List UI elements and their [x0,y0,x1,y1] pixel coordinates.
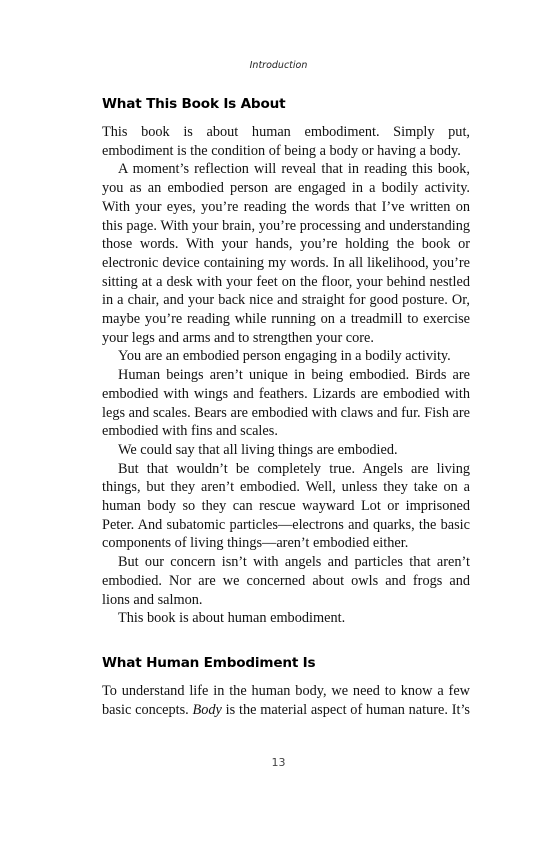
paragraph: You are an embodied person engaging in a bodily activity. [118,348,451,365]
section-heading: What This Book Is About [102,96,286,112]
paragraph: This book is about human embodiment. [118,610,346,627]
italic-term: Body [192,701,222,718]
page-number: 13 [271,756,286,769]
paragraph: We could say that all living things are embodied. [118,441,398,458]
paragraph-text: is the material aspect of human nature. It’s [221,701,470,718]
paragraph: A moment’s reflection will reveal that in reading this book, you as an embodied person are engaged in a bodily activity. With your eyes, you’re reading the words that I’ve written on this page. With your brain, you’re processing and understanding those words. With your hands, you’re holding the book or electronic device containing my words. In all likelihood, you’re sitting at a desk with your feet on the floor, your behind nestled in a chair, and your back nice and straight for good posture. Or, maybe you’re reading while running on a treadmill to exercise your legs and arms and to strengthen your core. [102,161,470,346]
paragraph: This book is about human embodiment. Simply put, embodiment is the condition of being a body or having a body. [102,124,470,159]
paragraph: But that wouldn’t be completely true. Angels are living things, but they aren’t embodied. Well, unless they take on a human body so they can rescue wayward Lot or imprisoned Peter. And subatomic particles—electrons and quarks, the basic components of living things—aren’t embodied either. [102,460,470,552]
running-head: Introduction [249,60,308,71]
paragraph: But our concern isn’t with angels and particles that aren’t embodied. Nor are we concerned about owls and frogs and lions and salmon. [102,554,470,608]
paragraph: Human beings aren’t unique in being embodied. Birds are embodied with wings and feathers. Lizards are embodied with legs and scales. Bears are embodied with claws and fur. Fish are embodied with fins and scales. [102,367,470,440]
section-heading: What Human Embodiment Is [102,654,316,671]
body-text [102,95,470,719]
paragraph-text: To understand life in the human body, we need to know a few basic concepts. [102,682,470,718]
paragraph [102,682,470,719]
